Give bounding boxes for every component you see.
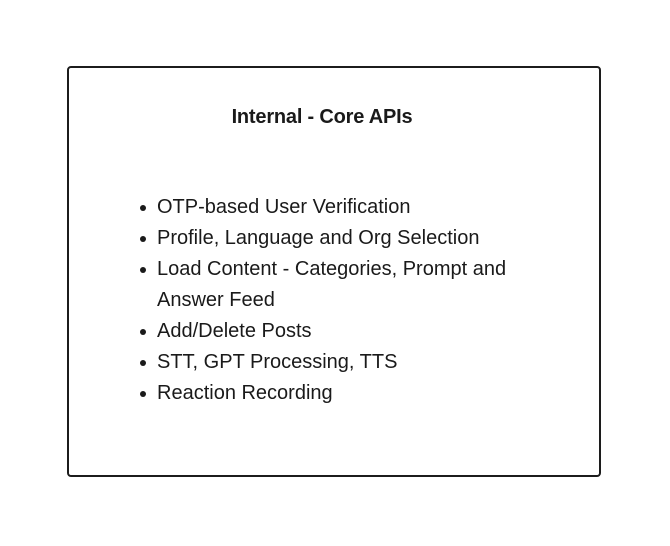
feature-list bbox=[157, 192, 577, 409]
bullet-icon bbox=[140, 391, 146, 397]
list-item-label: Load Content - Categories, Prompt and Answer Feed bbox=[157, 258, 507, 311]
list-item-label: Profile, Language and Org Selection bbox=[157, 227, 480, 249]
list-item-label: STT, GPT Processing, TTS bbox=[157, 351, 398, 373]
bullet-icon bbox=[140, 236, 146, 242]
list-item bbox=[157, 378, 577, 409]
list-item-label: Reaction Recording bbox=[157, 382, 333, 404]
bullet-icon bbox=[140, 360, 146, 366]
list-item bbox=[157, 192, 577, 223]
bullet-icon bbox=[140, 205, 146, 211]
bullet-icon bbox=[140, 267, 146, 273]
list-item-label: Add/Delete Posts bbox=[157, 320, 312, 342]
list-item bbox=[157, 347, 577, 378]
list-item-label: OTP-based User Verification bbox=[157, 196, 411, 218]
list-item bbox=[157, 316, 577, 347]
bullet-icon bbox=[140, 329, 146, 335]
core-apis-box bbox=[67, 66, 601, 477]
box-title: Internal - Core APIs bbox=[231, 106, 413, 128]
list-item bbox=[157, 254, 577, 316]
list-item bbox=[157, 223, 577, 254]
